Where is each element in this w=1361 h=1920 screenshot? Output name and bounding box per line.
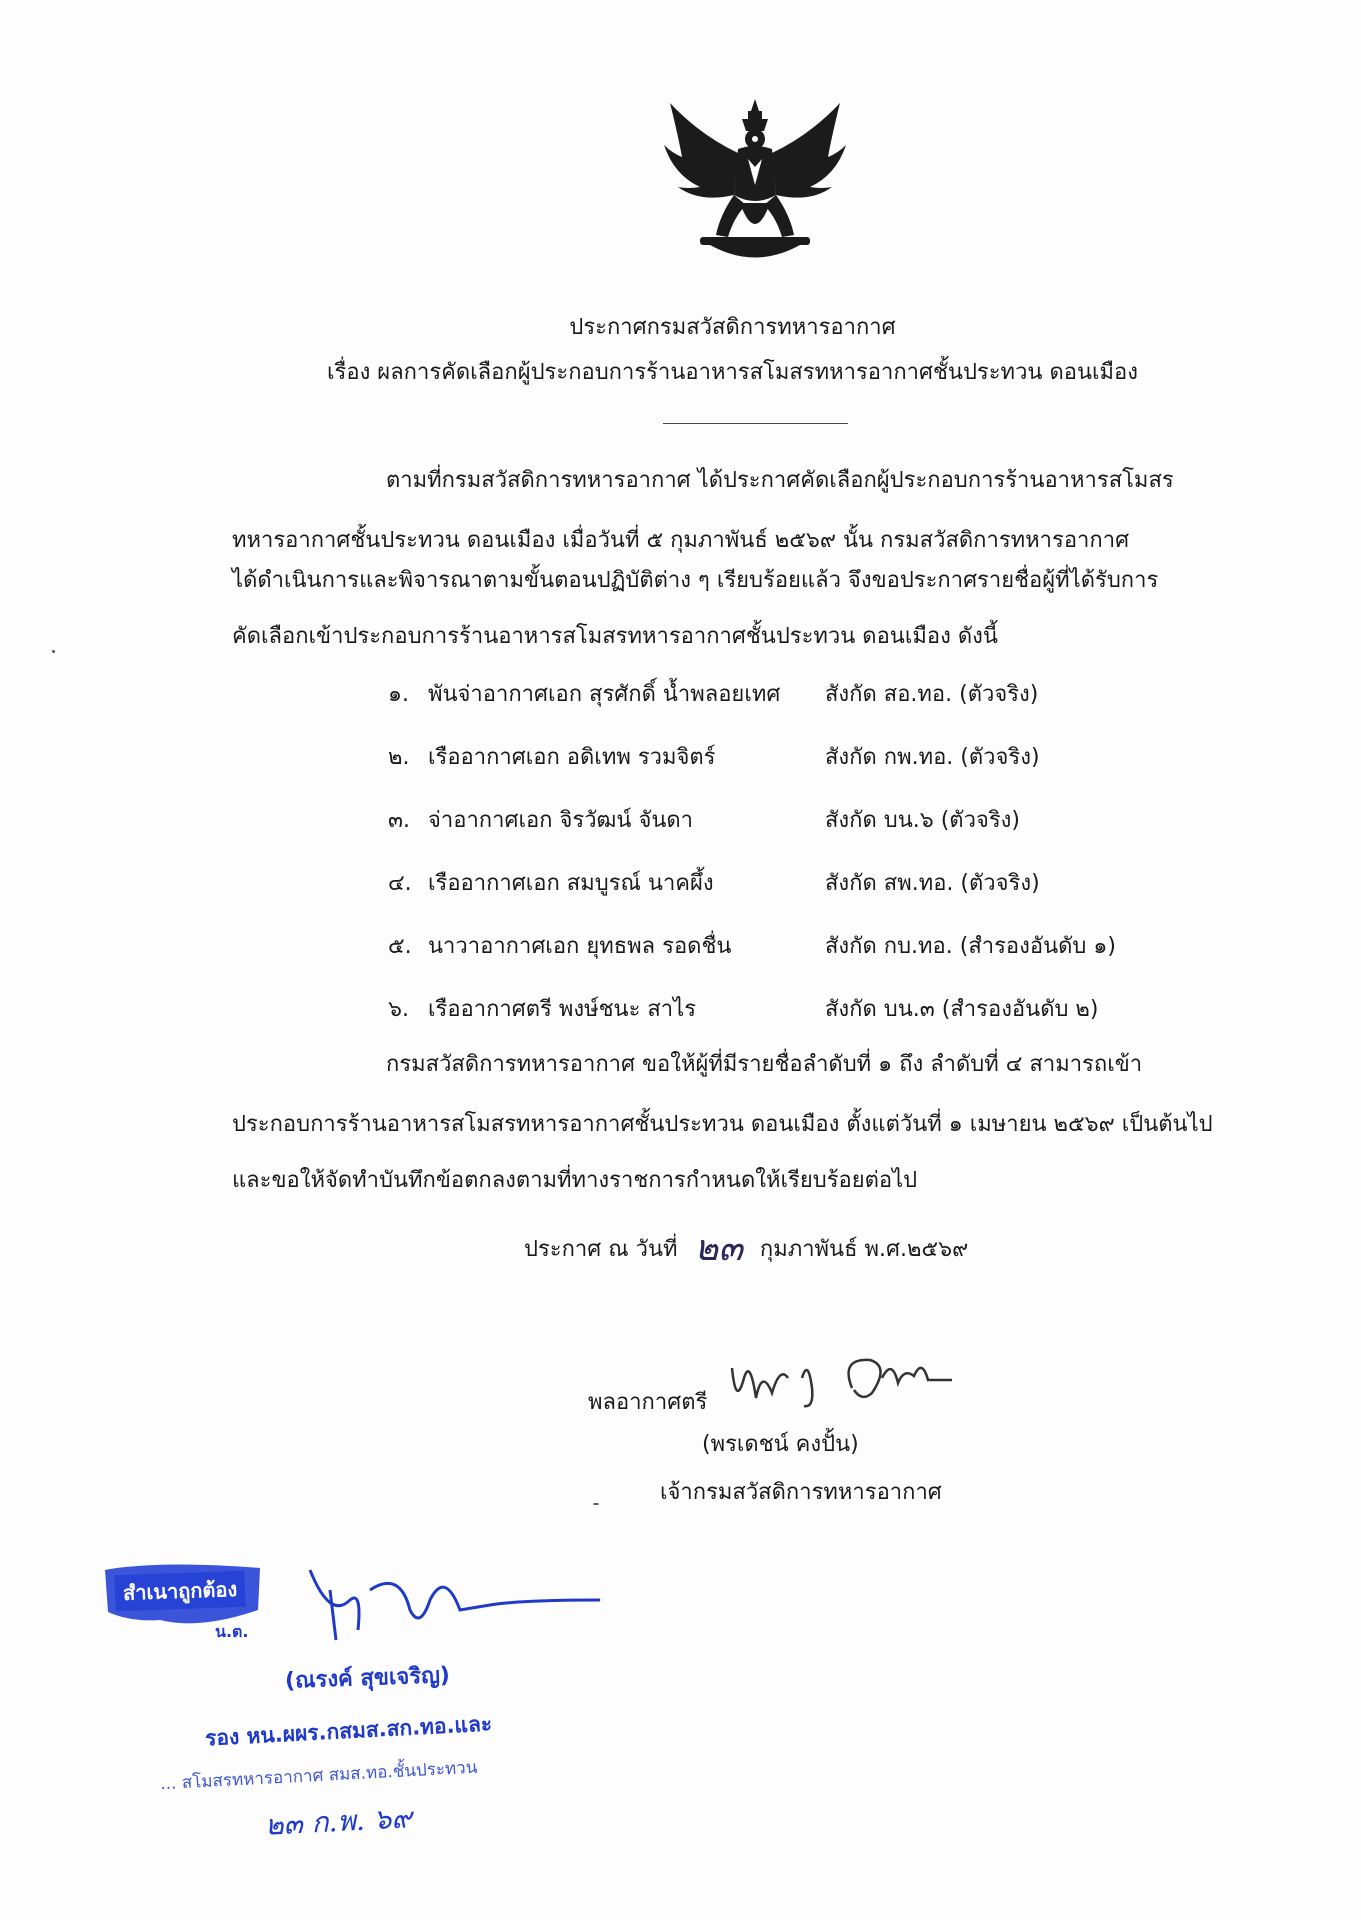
list-item-unit: สังกัด สพ.ทอ. (ตัวจริง) (825, 871, 1040, 896)
list-item-name: พันจ่าอากาศเอก สุรศักดิ์ น้ำพลอยเทศ (428, 682, 781, 707)
list-item-name: เรืออากาศตรี พงษ์ชนะ สาไร (428, 997, 697, 1022)
list-item-number: ๒. (388, 745, 410, 770)
list-item-name: เรืออากาศเอก อดิเทพ รวมจิตร์ (428, 745, 716, 770)
list-item-unit: สังกัด สอ.ทอ. (ตัวจริง) (825, 682, 1039, 707)
list-item-number: ๕. (388, 934, 412, 959)
announce-date-day: ๒๓ (694, 1228, 743, 1269)
list-item (388, 995, 1188, 1058)
list-item-number: ๖. (388, 997, 409, 1022)
stamp-position-line-1: รอง หน.ผผร.กสมส.สก.ทอ.และ (204, 1711, 493, 1751)
list-item (388, 932, 1188, 995)
intro-line-1: ตามที่กรมสวัสดิการทหารอากาศ ได้ประกาศคัดเลือกผู้ประกอบการร้านอาหารสโมสร (386, 468, 1174, 493)
list-item-number: ๔. (388, 871, 412, 896)
garuda-emblem-icon (660, 95, 850, 270)
stamp-rank-abbr: น.ต. (215, 1622, 249, 1641)
list-item-unit: สังกัด บน.๖ (ตัวจริง) (825, 808, 1020, 833)
scan-speck (593, 1503, 599, 1505)
list-item-name: จ่าอากาศเอก จิรวัฒน์ จันดา (428, 808, 694, 833)
closing-line-1: กรมสวัสดิการทหารอากาศ ขอให้ผู้ที่มีรายชื่อลำดับที่ ๑ ถึง ลำดับที่ ๔ สามารถเข้า (386, 1052, 1143, 1077)
announce-date-suffix: กุมภาพันธ์ พ.ศ.๒๕๖๙ (759, 1237, 969, 1262)
stamp-certified-label: สำเนาถูกต้อง (114, 1571, 245, 1612)
signer-position: เจ้ากรมสวัสดิการทหารอากาศ (660, 1480, 942, 1505)
list-item (388, 806, 1188, 869)
intro-line-2: ทหารอากาศชั้นประทวน ดอนเมือง เมื่อวันที่ ๕ กุมภาพันธ์ ๒๕๖๙ นั้น กรมสวัสดิการทหารอากาศ (232, 528, 1130, 553)
signer-rank: พลอากาศตรี (588, 1390, 708, 1415)
list-item-unit: สังกัด กบ.ทอ. (สำรองอันดับ ๑) (825, 934, 1116, 959)
announce-date-prefix: ประกาศ ณ วันที่ (524, 1237, 678, 1262)
closing-line-2: ประกอบการร้านอาหารสโมสรทหารอากาศชั้นประทวน ดอนเมือง ตั้งแต่วันที่ ๑ เมษายน ๒๕๖๙ เป็นต้นไป (232, 1112, 1213, 1137)
closing-line-3: และขอให้จัดทำบันทึกข้อตกลงตามที่ทางราชการกำหนดให้เรียบร้อยต่อไป (232, 1168, 918, 1193)
list-item-number: ๑. (388, 682, 409, 707)
handwritten-signature-icon (722, 1338, 972, 1428)
list-item-unit: สังกัด กพ.ทอ. (ตัวจริง) (825, 745, 1040, 770)
selected-list (388, 680, 1188, 1058)
stamp-position-line-2: ... สโมสรทหารอากาศ สมส.ทอ.ชั้นประทวน (159, 1757, 478, 1795)
list-item-name: เรืออากาศเอก สมบูรณ์ นาคผึ้ง (428, 871, 714, 896)
list-item (388, 869, 1188, 932)
list-item (388, 743, 1188, 806)
intro-line-4: คัดเลือกเข้าประกอบการร้านอาหารสโมสรทหารอากาศชั้นประทวน ดอนเมือง ดังนี้ (232, 624, 998, 649)
stamp-certifier-name: (ณรงค์ สุขเจริญ) (284, 1663, 451, 1694)
scan-speck (52, 650, 55, 653)
list-item-name: นาวาอากาศเอก ยุทธพล รอดชื่น (428, 934, 732, 959)
stamp-date: ๒๓ ก.พ. ๖๙ (264, 1801, 413, 1842)
announcement-subject: เรื่อง ผลการคัดเลือกผู้ประกอบการร้านอาหารสโมสรทหารอากาศชั้นประทวน ดอนเมือง (327, 360, 1138, 385)
list-item-number: ๓. (388, 808, 411, 833)
list-item-unit: สังกัด บน.๓ (สำรองอันดับ ๒) (825, 997, 1099, 1022)
title-divider (663, 423, 848, 424)
list-item (388, 680, 1188, 743)
announcement-date (524, 1229, 968, 1270)
intro-line-3: ได้ดำเนินการและพิจารณาตามขั้นตอนปฏิบัติต่าง ๆ เรียบร้อยแล้ว จึงขอประกาศรายชื่อผู้ที่ได้รับการ (232, 568, 1159, 593)
signer-name: (พรเดชน์ คงปั้น) (702, 1432, 859, 1457)
announcement-title: ประกาศกรมสวัสดิการทหารอากาศ (569, 315, 896, 340)
